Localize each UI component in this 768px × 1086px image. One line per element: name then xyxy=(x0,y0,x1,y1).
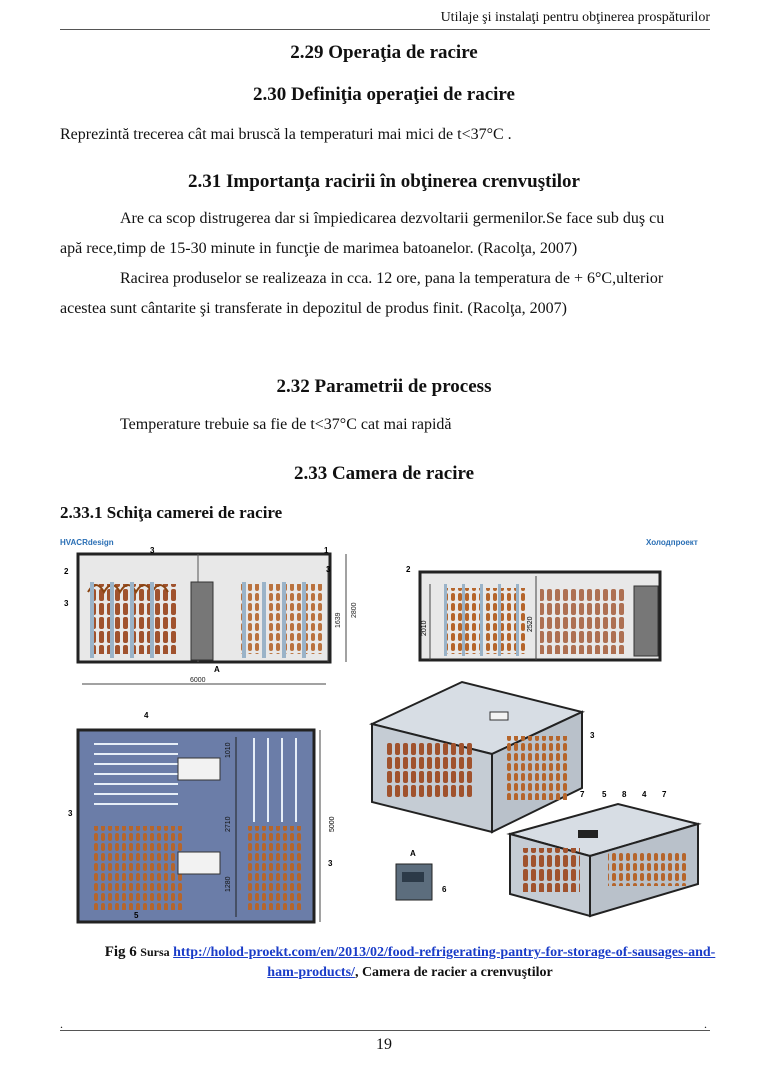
dim-1280: 1280 xyxy=(225,876,232,892)
callout-4: 4 xyxy=(642,790,647,799)
dim-1639: 1639 xyxy=(335,612,342,628)
source-link-continued[interactable]: ham-products/ xyxy=(267,965,355,980)
callout-3: 3 xyxy=(326,565,331,574)
callout-4: 4 xyxy=(144,711,149,720)
subsection-title-2-33-1: 2.33.1 Schiţa camerei de racire xyxy=(60,503,283,522)
cooling-chamber-figure xyxy=(58,532,710,937)
callout-a: A xyxy=(214,665,220,674)
dim-5000: 5000 xyxy=(329,816,336,832)
callout-7: 7 xyxy=(580,790,585,799)
section-title-2-33: 2.33 Camera de racire xyxy=(293,463,475,484)
source-link[interactable]: http://holod-proekt.com/en/2013/02/food-refrigerating-pantry-for-storage-of-sausages-and- xyxy=(173,945,716,960)
logo-hvacr: HVACRdesign xyxy=(60,538,114,547)
logo-holodproekt: Холодпроект xyxy=(646,538,698,547)
dim-2010: 2010 xyxy=(421,620,428,636)
importance-line-3: Racirea produselor se realizeaza in cca. 12 ore, pana la temperatura de + 6°C,ulterior xyxy=(120,270,664,287)
side-elevation-view xyxy=(406,565,660,660)
callout-3: 3 xyxy=(150,546,155,555)
importance-line-4: acestea sunt cântarite şi transferate in depozitul de produs finit. (Racolţa, 2007) xyxy=(60,300,567,317)
dim-2800: 2800 xyxy=(351,602,358,618)
section-title-2-32: 2.32 Parametrii de process xyxy=(276,376,492,397)
section-title-2-30: 2.30 Definiţia operaţiei de racire xyxy=(253,84,515,105)
footer-rule xyxy=(60,1030,710,1031)
dim-1010: 1010 xyxy=(225,742,232,758)
figure-caption xyxy=(60,942,760,983)
callout-3: 3 xyxy=(64,599,69,608)
callout-5: 5 xyxy=(134,911,139,920)
process-parameter-text: Temperature trebuie sa fie de t<37°C cat mai rapidă xyxy=(120,416,452,433)
callout-1: 1 xyxy=(324,546,329,555)
controller-detail-a xyxy=(396,849,447,900)
callout-2: 2 xyxy=(64,567,69,576)
caption-text: , Camera de racier a crenvuştilor xyxy=(354,965,553,980)
callout-a: A xyxy=(410,849,416,858)
importance-line-2: apă rece,timp de 15-30 minute in funcţie de marimea batoanelor. (Racolţa, 2007) xyxy=(60,240,578,257)
section-title-2-29: 2.29 Operaţia de racire xyxy=(290,42,478,63)
callout-3: 3 xyxy=(328,859,333,868)
definition-paragraph: Reprezintă trecerea cât mai bruscă la temperaturi mai mici de t<37°C . xyxy=(60,126,512,143)
callout-6: 6 xyxy=(442,885,447,894)
callout-2: 2 xyxy=(406,565,411,574)
plan-view xyxy=(68,711,336,922)
importance-line-1: Are ca scop distrugerea dar si împiedicarea dezvoltarii germenilor.Se face sub duş cu xyxy=(120,210,665,227)
dim-6000: 6000 xyxy=(190,677,206,684)
running-header: Utilaje şi instalaţi pentru obţinerea prospăturilor xyxy=(440,10,710,25)
callout-7: 7 xyxy=(662,790,667,799)
front-elevation-view xyxy=(64,546,358,684)
callout-5: 5 xyxy=(602,790,607,799)
callout-3: 3 xyxy=(68,809,73,818)
isometric-view-large xyxy=(372,682,595,832)
dim-2710: 2710 xyxy=(225,816,232,832)
source-label: Sursa xyxy=(140,945,170,959)
callout-8: 8 xyxy=(622,790,627,799)
dim-2520: 2520 xyxy=(527,616,534,632)
footer-mark-right: . xyxy=(704,1017,707,1031)
page-number: 19 xyxy=(376,1036,392,1053)
header-rule xyxy=(60,29,710,30)
figure-label: Fig 6 xyxy=(104,944,137,960)
callout-3: 3 xyxy=(590,731,595,740)
section-title-2-31: 2.31 Importanţa racirii în obţinerea crenvuştilor xyxy=(188,171,580,192)
footer-mark-left: . xyxy=(60,1017,63,1031)
